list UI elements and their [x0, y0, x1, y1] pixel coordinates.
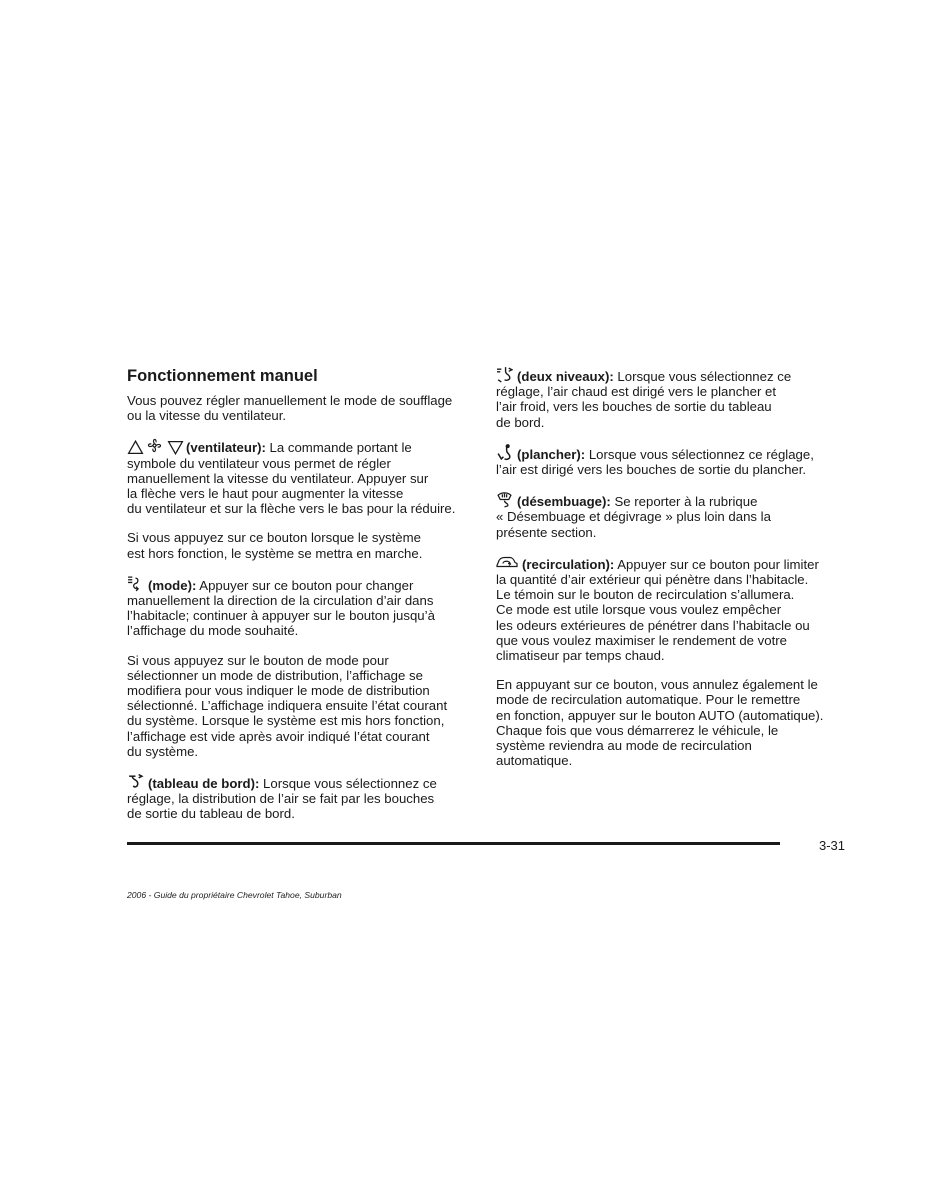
bilevel-paragraph: (deux niveaux): Lorsque vous sélectionnez ce réglage, l’air chaud est dirigé vers le plancher et l’air froid, vers les bouches de sortie du tableau de bord. [496, 366, 846, 430]
floor-paragraph: (plancher): Lorsque vous sélectionnez ce réglage, l’air est dirigé vers les bouches de sortie du plancher. [496, 444, 846, 477]
page-number: 3-31 [818, 838, 845, 853]
page-divider [127, 842, 780, 845]
footer-text: 2006 - Guide du propriétaire Chevrolet Tahoe, Suburban [127, 890, 342, 900]
recirculation-icon [496, 554, 518, 571]
left-column [127, 366, 475, 836]
fan-icon [146, 437, 163, 454]
mode-icon [127, 575, 144, 592]
recirculation-paragraph: (recirculation): Appuyer sur ce bouton pour limiter la quantité d’air extérieur qui pénètre dans l’habitacle. Le témoin sur le bouton de recirculation s’allumera. Ce mode est utile lorsque vous voulez empêcher les odeurs extérieures de pénétrer dans l’habitacle ou que vous voulez maximiser le rendement de votre climatiseur par temps chaud. [496, 554, 846, 663]
dashboard-vent-icon [127, 773, 144, 790]
fan-paragraph: (ventilateur): La commande portant le symbole du ventilateur vous permet de régler manuellement la vitesse du ventilateur. Appuyer sur la flèche vers le haut pour augmenter la vitesse du ventilateur et sur la flèche vers le bas pour la réduire. [127, 437, 475, 516]
right-column [496, 366, 846, 782]
bi-level-icon [496, 366, 513, 383]
mode-note-paragraph: Si vous appuyez sur le bouton de mode pour sélectionner un mode de distribution, l’affichage se modifiera pour vous indiquer le mode de distribution sélectionné. L’affichage indiquera ensuite l’état courant du système. Lorsque le système est mis hors fonction, l’affichage est vide après avoir indiqué l’état courant du système. [127, 652, 448, 759]
recirculation-note-paragraph: En appuyant sur ce bouton, vous annulez également le mode de recirculation automatique. Pour le remettre en fonction, appuyer sur le bouton AUTO (automatique). Chaque fois que vous démarrerez le véhicule, le système reviendra au mode de recirculation automatique. [496, 677, 824, 769]
mode-paragraph: (mode): Appuyer sur ce bouton pour changer manuellement la direction de la circulation d’air dans l’habitacle; continuer à appuyer sur le bouton jusqu’à l’affichage du mode souhaité. [127, 575, 475, 639]
dashboard-paragraph: (tableau de bord): Lorsque vous sélectionnez ce réglage, la distribution de l’air se fait par les bouches de sortie du tableau de bord. [127, 773, 475, 822]
floor-icon [496, 444, 513, 461]
section-heading: Fonctionnement manuel [127, 367, 318, 385]
arrow-down-icon [167, 439, 182, 454]
fan-note-paragraph: Si vous appuyez sur ce bouton lorsque le système est hors fonction, le système se mettra en marche. [127, 530, 423, 561]
intro-paragraph: Vous pouvez régler manuellement le mode de soufflage ou la vitesse du ventilateur. [127, 393, 453, 424]
arrow-up-icon [127, 439, 142, 454]
defog-icon [496, 491, 513, 508]
defog-paragraph: (désembuage): Se reporter à la rubrique « Désembuage et dégivrage » plus loin dans la présente section. [496, 491, 846, 540]
